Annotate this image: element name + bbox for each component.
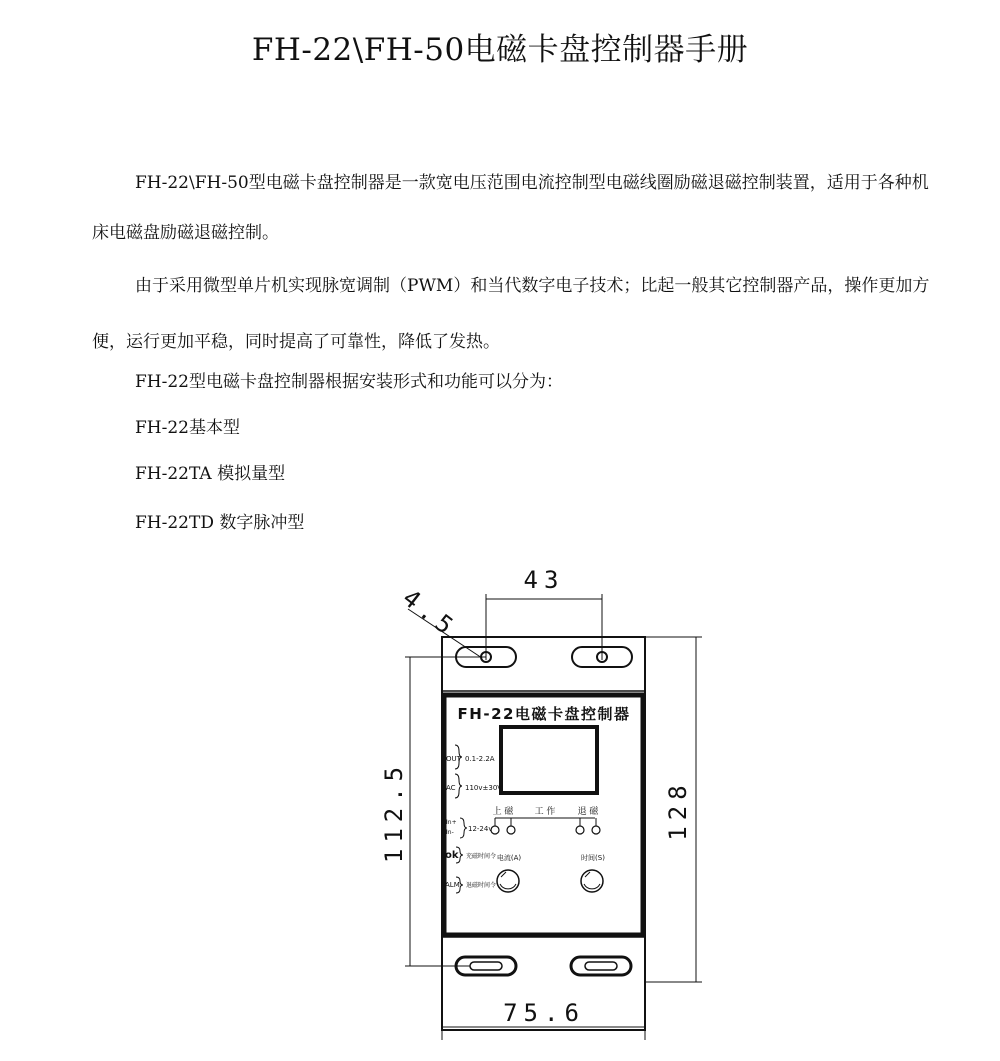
dimension-4-5: 4.5: [397, 583, 463, 644]
spec-in-value: 12-24v: [468, 825, 493, 833]
panel-title: FH-22电磁卡盘控制器: [457, 705, 631, 723]
dimension-43: 43: [523, 566, 565, 594]
led-demagnetize-1: [576, 826, 584, 834]
dimension-75-6-lines: [442, 1027, 645, 1040]
spec-out-value: 0.1-2.2A: [465, 755, 495, 763]
spec-ac-value: 110v±30V: [465, 784, 503, 792]
led-label-work: 工 作: [534, 807, 556, 817]
spec-ok-value: 充磁时间令: [466, 853, 497, 860]
model-digital: FH-22TD 数字脉冲型: [135, 513, 305, 533]
spec-alm-label: ALM: [445, 881, 460, 889]
led-label-magnetize: 上 磁: [492, 807, 514, 817]
led-demagnetize-2: [592, 826, 600, 834]
model-analog: FH-22TA 模拟量型: [135, 464, 286, 484]
document-title: FH-22\FH-50电磁卡盘控制器手册: [251, 32, 749, 68]
knob-time: [581, 870, 603, 892]
led-label-demagnetize: 退 磁: [577, 807, 599, 817]
spec-ac-label: AC: [446, 784, 456, 792]
model-list-intro: FH-22型电磁卡盘控制器根据安装形式和功能可以分为：: [135, 372, 563, 392]
model-basic: FH-22基本型: [135, 418, 240, 438]
display-window: [501, 727, 597, 793]
spec-ok-label: ok: [445, 850, 459, 861]
dimension-112-5: 112.5: [380, 760, 408, 864]
spec-brackets: [455, 745, 467, 893]
dimension-75-6: 75.6: [503, 999, 585, 1027]
bottom-right-mounting-slot: [571, 957, 631, 975]
led-magnetize-2: [507, 826, 515, 834]
dimension-43-lines: [486, 594, 602, 660]
led-bracket-lines: [495, 818, 596, 826]
dimension-128: 128: [664, 779, 692, 841]
knob-label-time: 时间(S): [581, 854, 605, 862]
feature-paragraph: 由于采用微型单片机实现脉宽调制（PWM）和当代数字电子技术；比起一般其它控制器产品，操作更加方便，运行更加平稳，同时提高了可靠性，降低了发热。: [92, 276, 930, 352]
spec-out-label: OUT: [446, 755, 461, 763]
intro-paragraph: FH-22\FH-50型电磁卡盘控制器是一款宽电压范围电流控制型电磁线圈励磁退磁控制装置，适用于各种机床电磁盘励磁退磁控制。: [92, 173, 929, 243]
knob-current: [497, 870, 519, 892]
knob-label-current: 电流(A): [496, 854, 522, 862]
spec-in-bottom-label: In-: [446, 829, 454, 836]
spec-in-top-label: In+: [446, 819, 457, 826]
spec-alm-value: 退磁时间令: [466, 882, 497, 889]
